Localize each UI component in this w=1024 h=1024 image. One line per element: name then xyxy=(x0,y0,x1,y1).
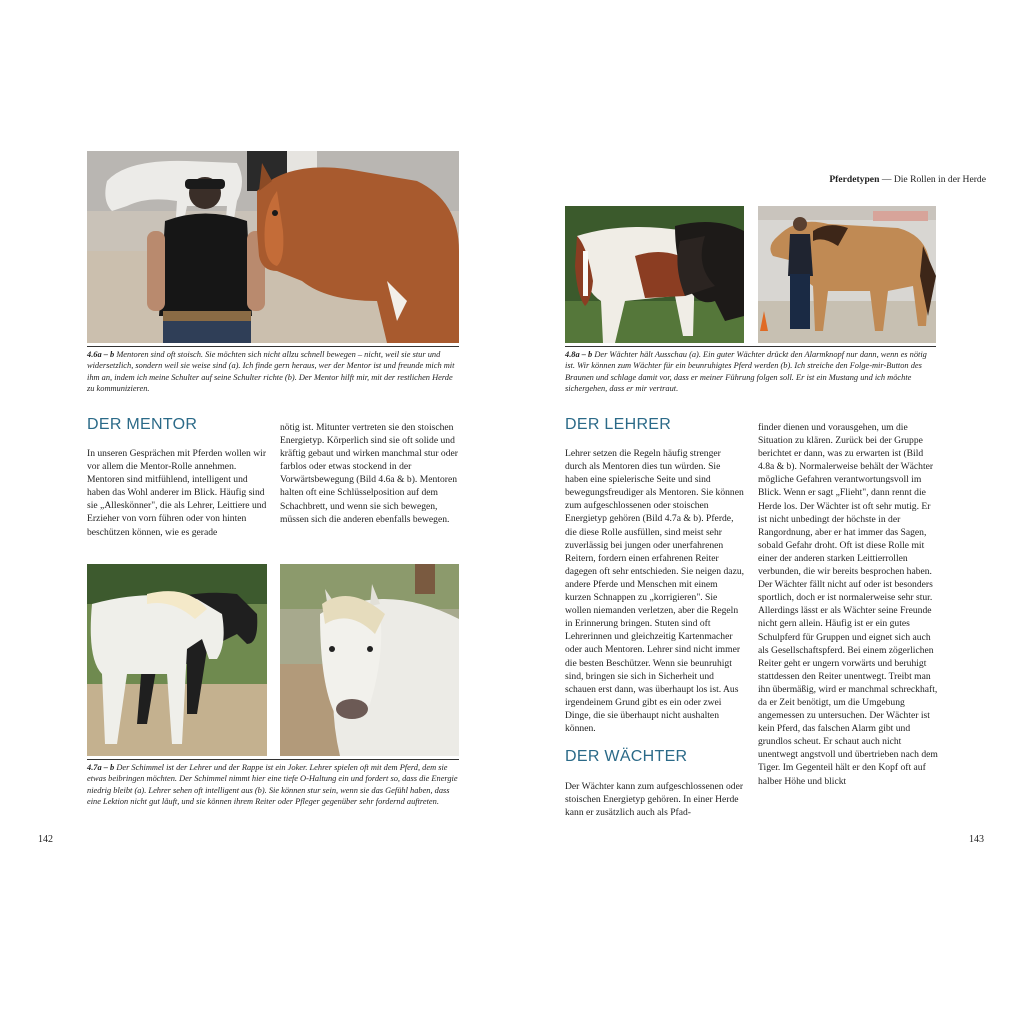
caption-4-6 xyxy=(87,346,459,395)
caption-4-8-tag: 4.8a – b xyxy=(565,350,593,359)
caption-4-8-text: Der Wächter hält Ausschau (a). Ein guter Wächter drückt den Alarmknopf nur dann, wenn es nötig ist. Wir können zum Wächter für ein beunruhigtes Pferd werden (b). Ich streiche den Folge-mir-Button des Braunen und schlage damit vor, dass er meiner Führung folgen soll. Er ist ein Mustang und ich möchte sichergehen, dass er mir vertraut. xyxy=(565,350,927,394)
mentor-text-column-2: nötig ist. Mitunter vertreten sie den stoischen Energietyp. Körperlich sind sie oft solide und kräftig gebaut und wirken manchmal stur oder farblos oder etwas stockend in der Vorwärtsbewegung (Bild 4.6a & b). Mentoren halten oft eine Schlüsselposition auf dem Schachbrett, und wenn sie sich bewegen, müssen sich die anderen ebenfalls bewegen. xyxy=(280,422,458,525)
mentor-text-column-1: In unseren Gesprächen mit Pferden wollen wir vor allem die Mentor-Rolle annehmen. Mentoren sind mitfühlend, intelligent und haben das Wohl anderer im Blick. Häufig sind sie „Alleskönner", die als Lehrer, Leittiere und Erzieher von vorn führen oder von hinten beschützen können, wie es gerade xyxy=(87,448,267,538)
running-head-separator: — xyxy=(881,174,892,185)
section-title-mentor: DER MENTOR xyxy=(87,416,198,433)
photo-teacher-white-horse-closeup xyxy=(280,564,459,756)
photo-mentor-arena xyxy=(87,151,459,343)
caption-4-8 xyxy=(565,346,936,395)
running-head-section: Pferdetypen xyxy=(829,174,880,185)
photo-guardian-mustang xyxy=(758,206,936,343)
guardian-text-column-1: Der Wächter kann zum aufgeschlossenen oder stoischen Energietyp gehören. In einer Herde kann er zusätzlich auch als Pfad- xyxy=(565,781,744,819)
caption-4-6-tag: 4.6a – b xyxy=(87,350,115,359)
running-head xyxy=(829,174,986,185)
guardian-text-column-2: finder dienen und vorausgehen, um die Situation zu klären. Zurück bei der Gruppe berichtet er dann, was zu erwarten ist (Bild 4.8a & b). Normalerweise behält der Wächter mögliche Gefahren verantwortungsvoll im Blick. Wenn er sagt „Flieht", dann rennt die Herde los. Der Wächter ist oft sehr mutig. Er ist nicht unbedingt der höchste in der Rangordnung, aber er hat immer das Sagen, sobald Gefahr droht. Oft ist diese Rolle mit einer der anderen starken Leittierrollen verbunden, die wir bereits besprochen haben. Der Wächter fällt nicht auf oder ist besonders sportlich, doch er ist normalerweise sehr stur. Allerdings lässt er als Wächter seine Freunde nicht gern allein. Häufig ist er ein gutes Schulpferd für Gruppen und eignet sich auch als Gesellschaftspferd. Bei einem zögerlichen Reiter geht er ungern vorwärts und beruhigt stattdessen den Reiter unentwegt. Treibt man ihn übermäßig, wird er manchmal schreckhaft, da er Zeit benötigt, um die Umgebung angemessen zu untersuchen. Der Wächter ist kein Pferd, das falschen Alarm gibt und grundlos scheut. Er schaut auch nicht unentwegt angstvoll und übertrieben nach dem Tiger. Im Gegenteil hält er den Kopf oft auf halber Höhe und blickt xyxy=(758,422,938,787)
teacher-text-column-1: Lehrer setzen die Regeln häufig strenger durch als Mentoren dies tun würden. Sie haben eine spielerische Seite und sind bewegungsfreudiger als Mentoren. Sie können zum aufgeschlossenen oder stoischen Energietyp gehören (Bild 4.7a & b). Pferde, die diese Rolle ausfüllen, sind meist sehr zuverlässig bei jungen oder unerfahrenen Reitern, fordern einen erfahrenen Reiter dagegen oft sehr entschieden. Sie neigen dazu, andere Pferde und Menschen mit einem kurzen Schnappen zu „korrigieren". Sie wollen niemanden verletzen, aber die Regeln in Erinnerung bringen. Stuten sind oft Lehrerinnen und gleichzeitig Kartenmacher oder auch Mentoren. Lehrer sind nicht immer die besten Beschützer. Wenn sie beunruhigt sind, bringen sie sich in Sicherheit und schauen erst dann, was überhaupt los ist. Aus irgendeinem Grund gibt es ein oder zwei Dinge, die sie überhaupt nicht aushalten können. xyxy=(565,448,745,734)
section-title-guardian: DER WÄCHTER xyxy=(565,748,688,765)
running-head-chapter: Die Rollen in der Herde xyxy=(893,174,986,185)
photo-teacher-white-black-horses xyxy=(87,564,267,756)
page-number-left: 142 xyxy=(38,834,53,845)
page-number-right: 143 xyxy=(969,834,984,845)
caption-4-6-text: Mentoren sind oft stoisch. Sie möchten sich nicht allzu schnell bewegen – nicht, weil sie stur und widersetzlich, sondern weil sie weise sind (a). Ich finde gern heraus, wer der Mentor ist und freunde mich mit ihm an, indem ich meine Schulter auf seine Schulter richte (b). Der Mentor hilft mir, mit der restlichen Herde zu kommunizieren. xyxy=(87,350,455,394)
section-title-teacher: DER LEHRER xyxy=(565,416,672,433)
caption-4-7-text: Der Schimmel ist der Lehrer und der Rappe ist ein Joker. Lehrer spielen oft mit dem Pferd, dem sie etwas beibringen möchten. Der Schimmel nimmt hier eine tiefe O-Haltung ein und fordert so, dass die Energie niedrig bleibt (a). Lehrer sehen oft intelligent aus (b). Sie können stur sein, wenn sie das Gefühl haben, dass eine Lektion nicht gut läuft, und sie können ihrem Reiter oder Pfleger gegenüber sehr fordernd auftreten. xyxy=(87,763,458,807)
caption-4-7-tag: 4.7a – b xyxy=(87,763,115,772)
caption-4-7 xyxy=(87,759,459,808)
photo-guardian-pinto-horses xyxy=(565,206,744,343)
